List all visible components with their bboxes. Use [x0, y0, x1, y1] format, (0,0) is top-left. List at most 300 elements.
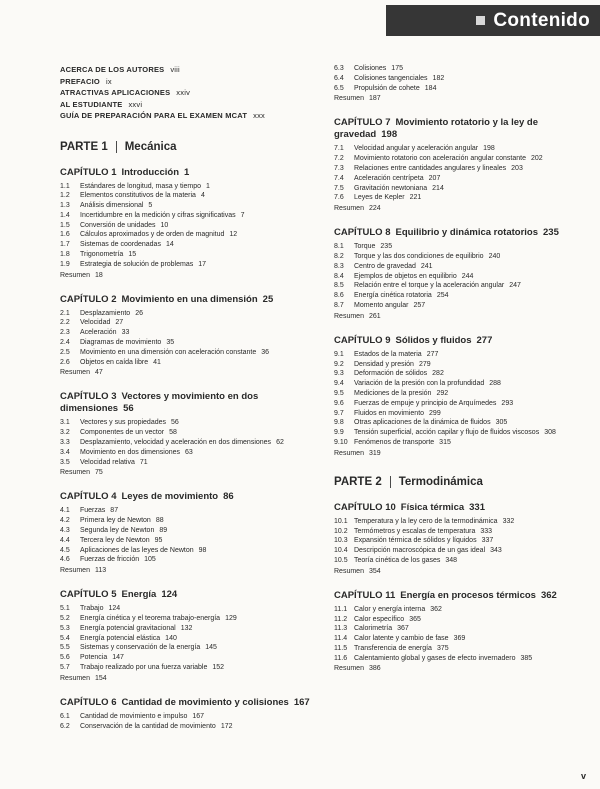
section-entry: [60, 506, 312, 516]
part-title: Mecánica: [116, 141, 177, 153]
chapter-label: CAPÍTULO 11: [334, 589, 396, 601]
section-number: 9.3: [334, 370, 344, 378]
section-entry: [60, 526, 312, 536]
section-page: 299: [429, 409, 441, 417]
section-number: 11.6: [334, 654, 348, 662]
section-entry: [60, 211, 312, 221]
front-matter-page: xxx: [253, 111, 265, 120]
front-matter-label: AL ESTUDIANTE: [60, 99, 123, 109]
section-entry: [60, 358, 312, 368]
section-page: 87: [110, 507, 119, 515]
chapter-block: [60, 391, 312, 478]
section-entry: [334, 281, 586, 291]
resumen-page: 154: [94, 674, 107, 682]
resumen-entry: [334, 664, 586, 674]
section-title: Estados de la materia: [354, 350, 422, 358]
resumen-entry: [334, 312, 586, 322]
section-page: 145: [205, 644, 217, 652]
section-title: Energía potencial elástica: [80, 634, 161, 642]
section-title: Momento angular: [354, 301, 409, 309]
chapter-page: 1: [184, 166, 190, 178]
chapter-block: [60, 167, 312, 281]
section-title: Termómetros y escalas de temperatura: [354, 527, 476, 535]
section-number: 5.7: [60, 664, 70, 671]
chapter-block: [334, 64, 586, 104]
section-number: 3.2: [60, 429, 70, 437]
section-number: 7.3: [334, 164, 344, 172]
front-matter-label: ATRACTIVAS APLICACIONES: [60, 88, 171, 97]
part-title: Termodinámica: [390, 476, 483, 488]
section-entry: [334, 174, 586, 184]
section-entry: [60, 191, 312, 201]
section-title: Fuerzas de fricción: [80, 556, 140, 564]
section-entry: [334, 615, 586, 625]
section-title: Tensión superficial, acción capilar y flujo de fluidos viscosos: [354, 429, 540, 437]
section-number: 11.4: [334, 635, 348, 643]
section-page: 282: [432, 370, 444, 378]
resumen-label: Resumen: [60, 674, 90, 682]
section-page: 257: [413, 301, 426, 309]
section-title: Mediciones de la presión: [354, 389, 432, 397]
section-entry: [334, 644, 586, 654]
section-entry: [60, 555, 312, 565]
section-page: 277: [426, 350, 439, 358]
resumen-entry: [60, 674, 312, 684]
section-number: 3.3: [60, 439, 70, 447]
section-page: 348: [445, 556, 458, 564]
section-entry: [334, 301, 586, 311]
chapter-page: 331: [469, 501, 485, 513]
section-entry: [334, 536, 586, 546]
section-entry: [334, 144, 586, 154]
section-page: 247: [509, 282, 521, 290]
chapter-title: Física térmica: [400, 501, 465, 513]
section-number: 9.10: [334, 438, 348, 446]
section-number: 9.6: [334, 399, 344, 407]
section-page: 184: [424, 84, 437, 92]
section-title: Conservación de la cantidad de movimiento: [80, 722, 216, 730]
section-number: 11.3: [334, 625, 348, 633]
section-entry: [60, 428, 312, 438]
chapter-title: Vectores y movimiento en dos dimensiones: [60, 391, 259, 415]
resumen-page: 354: [368, 567, 381, 575]
chapter-heading: [334, 117, 586, 141]
section-entry: [60, 328, 312, 338]
chapter-title: Sólidos y fluidos: [395, 334, 472, 346]
section-page: 167: [192, 712, 205, 720]
section-page: 36: [261, 348, 270, 356]
section-title: Calentamiento global y gases de efecto invernadero: [354, 654, 516, 662]
section-number: 6.3: [334, 65, 344, 72]
section-title: Relación entre el torque y la aceleración angular: [354, 282, 505, 290]
section-title: Calor latente y cambio de fase: [354, 635, 449, 643]
chapter-heading: [60, 167, 312, 179]
section-entry: [60, 604, 312, 614]
section-title: Elementos constitutivos de la materia: [80, 192, 196, 200]
section-number: 10.4: [334, 547, 348, 555]
section-title: Desplazamiento: [80, 309, 131, 317]
section-entry: [60, 201, 312, 211]
front-matter-label: PREFACIO: [60, 76, 100, 86]
section-page: 203: [511, 164, 523, 172]
chapter-heading: [60, 294, 312, 306]
front-matter-entry: [60, 87, 312, 99]
front-matter: [60, 64, 312, 122]
section-number: 10.3: [334, 537, 348, 545]
section-title: Primera ley de Newton: [80, 517, 151, 525]
section-title: Expansión térmica de sólidos y líquidos: [354, 537, 477, 545]
section-title: Torque: [354, 243, 376, 251]
section-page: 308: [544, 429, 556, 437]
section-page: 244: [461, 272, 474, 280]
section-number: 6.4: [334, 74, 344, 82]
section-page: 240: [488, 252, 501, 260]
chapter-block: [334, 335, 586, 459]
section-page: 12: [229, 231, 238, 239]
section-number: 9.2: [334, 360, 344, 368]
section-page: 182: [432, 74, 445, 82]
section-number: 5.4: [60, 634, 70, 642]
section-number: 10.2: [334, 527, 348, 535]
chapter-page: 167: [293, 696, 310, 708]
section-title: Estándares de longitud, masa y tiempo: [80, 182, 202, 190]
chapter-title: Movimiento en una dimensión: [121, 293, 258, 305]
chapter-title: Introducción: [121, 166, 180, 178]
chapter-title: Leyes de movimiento: [121, 491, 219, 503]
resumen-label: Resumen: [334, 567, 364, 575]
section-number: 3.4: [60, 448, 70, 456]
section-title: Trigonometría: [80, 251, 124, 259]
section-number: 8.3: [334, 262, 344, 270]
section-page: 129: [225, 615, 237, 623]
section-entry: [334, 438, 586, 448]
section-number: 1.6: [60, 231, 70, 239]
section-page: 41: [153, 358, 161, 366]
chapter-heading: [60, 589, 312, 601]
section-page: 14: [165, 241, 174, 249]
section-number: 1.5: [60, 221, 70, 229]
section-title: Tercera ley de Newton: [80, 536, 150, 544]
section-title: Fluidos en movimiento: [354, 409, 425, 417]
section-entry: [60, 546, 312, 556]
section-number: 2.5: [60, 348, 70, 356]
section-number: 5.6: [60, 654, 70, 662]
chapter-page: 198: [381, 129, 398, 141]
section-page: 105: [144, 556, 156, 564]
section-entry: [334, 164, 586, 174]
section-number: 1.1: [60, 182, 70, 190]
chapter-title: Energía en procesos térmicos: [400, 589, 536, 601]
front-matter-label: GUÍA DE PREPARACIÓN PARA EL EXAMEN MCAT: [60, 111, 248, 120]
front-matter-label: ACERCA DE LOS AUTORES: [60, 65, 165, 74]
section-entry: [60, 418, 312, 428]
section-entry: [334, 624, 586, 634]
section-number: 9.1: [334, 350, 344, 358]
section-title: Gravitación newtoniana: [354, 184, 428, 192]
section-title: Energía potencial gravitacional: [80, 624, 176, 632]
chapter-heading: [334, 335, 586, 347]
section-entry: [334, 360, 586, 370]
section-page: 4: [200, 192, 205, 200]
section-page: 88: [155, 517, 164, 525]
section-number: 5.1: [60, 605, 70, 613]
chapter-heading: [334, 590, 586, 602]
chapter-label: CAPÍTULO 1: [60, 166, 117, 178]
chapter-page: 235: [543, 227, 559, 239]
section-entry: [60, 309, 312, 319]
resumen-page: 47: [94, 369, 103, 377]
section-title: Transferencia de energía: [354, 644, 432, 652]
chapter-block: [60, 697, 312, 732]
section-page: 35: [166, 339, 175, 347]
section-entry: [60, 614, 312, 624]
section-title: Velocidad: [80, 319, 111, 327]
section-title: Velocidad angular y aceleración angular: [354, 145, 479, 153]
section-page: 1: [206, 182, 210, 190]
section-number: 9.5: [334, 389, 344, 397]
section-title: Desplazamiento, velocidad y aceleración en dos dimensiones: [80, 439, 272, 447]
chapter-heading: [60, 391, 312, 415]
resumen-label: Resumen: [60, 271, 90, 279]
section-entry: [60, 448, 312, 458]
section-title: Objetos en caída libre: [80, 358, 149, 366]
section-number: 3.5: [60, 458, 70, 466]
chapter-block: [60, 294, 312, 379]
chapter-label: CAPÍTULO 4: [60, 491, 117, 503]
section-title: Colisiones tangenciales: [354, 74, 428, 82]
section-title: Densidad y presión: [354, 360, 414, 368]
section-page: 27: [115, 319, 124, 327]
resumen-entry: [60, 566, 312, 576]
section-number: 7.6: [334, 194, 344, 202]
resumen-entry: [334, 567, 586, 577]
section-entry: [334, 389, 586, 399]
section-title: Estrategia de solución de problemas: [80, 260, 194, 268]
front-matter-entry: [60, 76, 312, 88]
section-page: 172: [220, 722, 233, 730]
section-number: 3.1: [60, 419, 70, 427]
section-page: 365: [409, 615, 421, 623]
section-page: 337: [481, 537, 494, 545]
section-number: 4.5: [60, 546, 70, 554]
page-title: Contenido: [493, 10, 590, 31]
section-number: 9.7: [334, 409, 344, 417]
section-entry: [334, 605, 586, 615]
chapter-label: CAPÍTULO 5: [60, 589, 117, 601]
section-number: 5.2: [60, 615, 70, 623]
resumen-entry: [334, 94, 586, 104]
section-page: 221: [409, 194, 422, 202]
chapter-page: 25: [262, 293, 274, 305]
section-page: 202: [531, 155, 543, 163]
chapter-label: CAPÍTULO 2: [60, 293, 117, 305]
section-number: 10.1: [334, 517, 348, 525]
section-number: 11.1: [334, 605, 348, 613]
section-entry: [60, 663, 312, 673]
resumen-page: 75: [94, 469, 103, 477]
section-title: Análisis dimensional: [80, 202, 144, 210]
section-title: Sistemas de coordenadas: [80, 241, 161, 249]
section-page: 369: [453, 635, 466, 643]
section-page: 315: [439, 438, 451, 446]
chapter-heading: [334, 227, 586, 239]
section-page: 10: [160, 221, 169, 229]
section-title: Fuerzas: [80, 507, 106, 515]
section-page: 254: [436, 292, 449, 300]
chapter-title: Equilibrio y dinámica rotatorios: [395, 227, 539, 239]
section-number: 8.2: [334, 252, 344, 260]
section-page: 362: [430, 605, 442, 613]
chapter-page: 124: [161, 589, 178, 601]
section-entry: [334, 242, 586, 252]
section-title: Velocidad relativa: [80, 458, 135, 466]
section-number: 1.7: [60, 241, 70, 249]
section-entry: [60, 221, 312, 231]
section-title: Diagramas de movimiento: [80, 339, 162, 347]
section-page: 175: [391, 65, 403, 72]
section-entry: [334, 350, 586, 360]
section-page: 98: [198, 546, 207, 554]
section-entry: [334, 64, 586, 74]
chapter-label: CAPÍTULO 6: [60, 696, 117, 708]
section-entry: [60, 516, 312, 526]
section-page: 288: [489, 380, 501, 388]
section-number: 4.1: [60, 507, 70, 515]
section-page: 293: [501, 399, 514, 407]
section-page: 385: [520, 654, 533, 662]
chapter-label: CAPÍTULO 8: [334, 227, 391, 239]
section-page: 375: [436, 644, 449, 652]
section-number: 11.5: [334, 644, 348, 652]
resumen-entry: [60, 368, 312, 378]
section-title: Variación de la presión con la profundidad: [354, 380, 485, 388]
resumen-label: Resumen: [334, 312, 364, 320]
section-entry: [60, 634, 312, 644]
section-number: 10.5: [334, 556, 348, 564]
chapter-title: Movimiento rotatorio y la ley de gravedad: [334, 117, 539, 141]
section-number: 2.6: [60, 358, 70, 366]
front-matter-page: xxiv: [176, 88, 191, 97]
resumen-label: Resumen: [334, 205, 364, 213]
section-page: 7: [240, 211, 245, 219]
section-page: 207: [428, 174, 441, 182]
chapter-title: Cantidad de movimiento y colisiones: [121, 696, 289, 708]
section-entry: [60, 624, 312, 634]
section-number: 7.4: [334, 174, 344, 182]
section-entry: [60, 182, 312, 192]
section-number: 11.2: [334, 615, 348, 623]
chapter-page: 86: [223, 491, 234, 503]
chapter-block: [334, 227, 586, 322]
section-title: Deformación de sólidos: [354, 370, 428, 378]
chapter-heading: [60, 491, 312, 503]
section-entry: [334, 517, 586, 527]
section-title: Calor y energía interna: [354, 605, 426, 613]
chapter-block: [334, 502, 586, 577]
chapter-label: CAPÍTULO 10: [334, 501, 396, 513]
section-number: 8.1: [334, 243, 344, 251]
section-title: Colisiones: [354, 65, 387, 72]
section-entry: [60, 338, 312, 348]
section-page: 332: [502, 517, 515, 525]
section-entry: [334, 252, 586, 262]
section-number: 8.5: [334, 282, 344, 290]
section-title: Centro de gravedad: [354, 262, 416, 270]
section-number: 1.3: [60, 202, 70, 210]
section-entry: [334, 291, 586, 301]
section-entry: [334, 556, 586, 566]
section-page: 124: [108, 605, 121, 613]
section-title: Conversión de unidades: [80, 221, 156, 229]
section-title: Teoría cinética de los gases: [354, 556, 441, 564]
section-entry: [334, 418, 586, 428]
resumen-page: 18: [94, 271, 103, 279]
section-entry: [60, 240, 312, 250]
section-title: Movimiento rotatorio con aceleración angular constante: [354, 155, 526, 163]
section-number: 1.8: [60, 251, 70, 259]
section-page: 305: [495, 419, 508, 427]
section-title: Torque y las dos condiciones de equilibrio: [354, 252, 484, 260]
section-entry: [334, 654, 586, 664]
section-number: 8.6: [334, 292, 344, 300]
section-entry: [60, 458, 312, 468]
section-page: 56: [171, 419, 179, 427]
chapter-label: CAPÍTULO 3: [60, 391, 117, 403]
right-column: [334, 64, 586, 744]
resumen-page: 224: [368, 205, 381, 213]
front-matter-entry: [60, 99, 312, 111]
section-entry: [334, 634, 586, 644]
section-title: Componentes de un vector: [80, 429, 165, 437]
front-matter-page: viii: [170, 65, 180, 74]
resumen-entry: [60, 271, 312, 281]
section-page: 140: [165, 634, 177, 642]
section-title: Aceleración centrípeta: [354, 174, 424, 182]
section-entry: [60, 643, 312, 653]
section-entry: [334, 546, 586, 556]
section-entry: [60, 260, 312, 270]
section-number: 7.1: [334, 145, 344, 153]
section-title: Temperatura y la ley cero de la termodinámica: [354, 517, 498, 525]
section-entry: [334, 84, 586, 94]
toc-columns: [60, 64, 586, 744]
section-entry: [60, 712, 312, 722]
section-title: Movimiento en dos dimensiones: [80, 448, 180, 456]
section-entry: [334, 74, 586, 84]
chapter-block: [60, 589, 312, 684]
section-number: 6.2: [60, 722, 70, 730]
resumen-entry: [334, 204, 586, 214]
section-title: Segunda ley de Newton: [80, 527, 155, 535]
resumen-page: 319: [368, 449, 381, 457]
part-number: PARTE 2: [334, 475, 382, 488]
section-page: 71: [139, 458, 148, 466]
section-entry: [60, 438, 312, 448]
section-title: Relaciones entre cantidades angulares y lineales: [354, 164, 507, 172]
section-page: 292: [436, 389, 449, 397]
front-matter-entry: [60, 64, 312, 76]
section-page: 198: [483, 145, 495, 153]
resumen-label: Resumen: [334, 449, 364, 457]
section-number: 7.2: [334, 155, 344, 163]
section-number: 5.5: [60, 644, 70, 652]
section-number: 4.2: [60, 517, 70, 525]
section-page: 5: [148, 202, 153, 210]
section-title: Energía cinética y el teorema trabajo-energía: [80, 615, 221, 623]
section-page: 147: [112, 654, 124, 662]
section-title: Movimiento en una dimensión con aceleración constante: [80, 348, 257, 356]
section-entry: [334, 428, 586, 438]
